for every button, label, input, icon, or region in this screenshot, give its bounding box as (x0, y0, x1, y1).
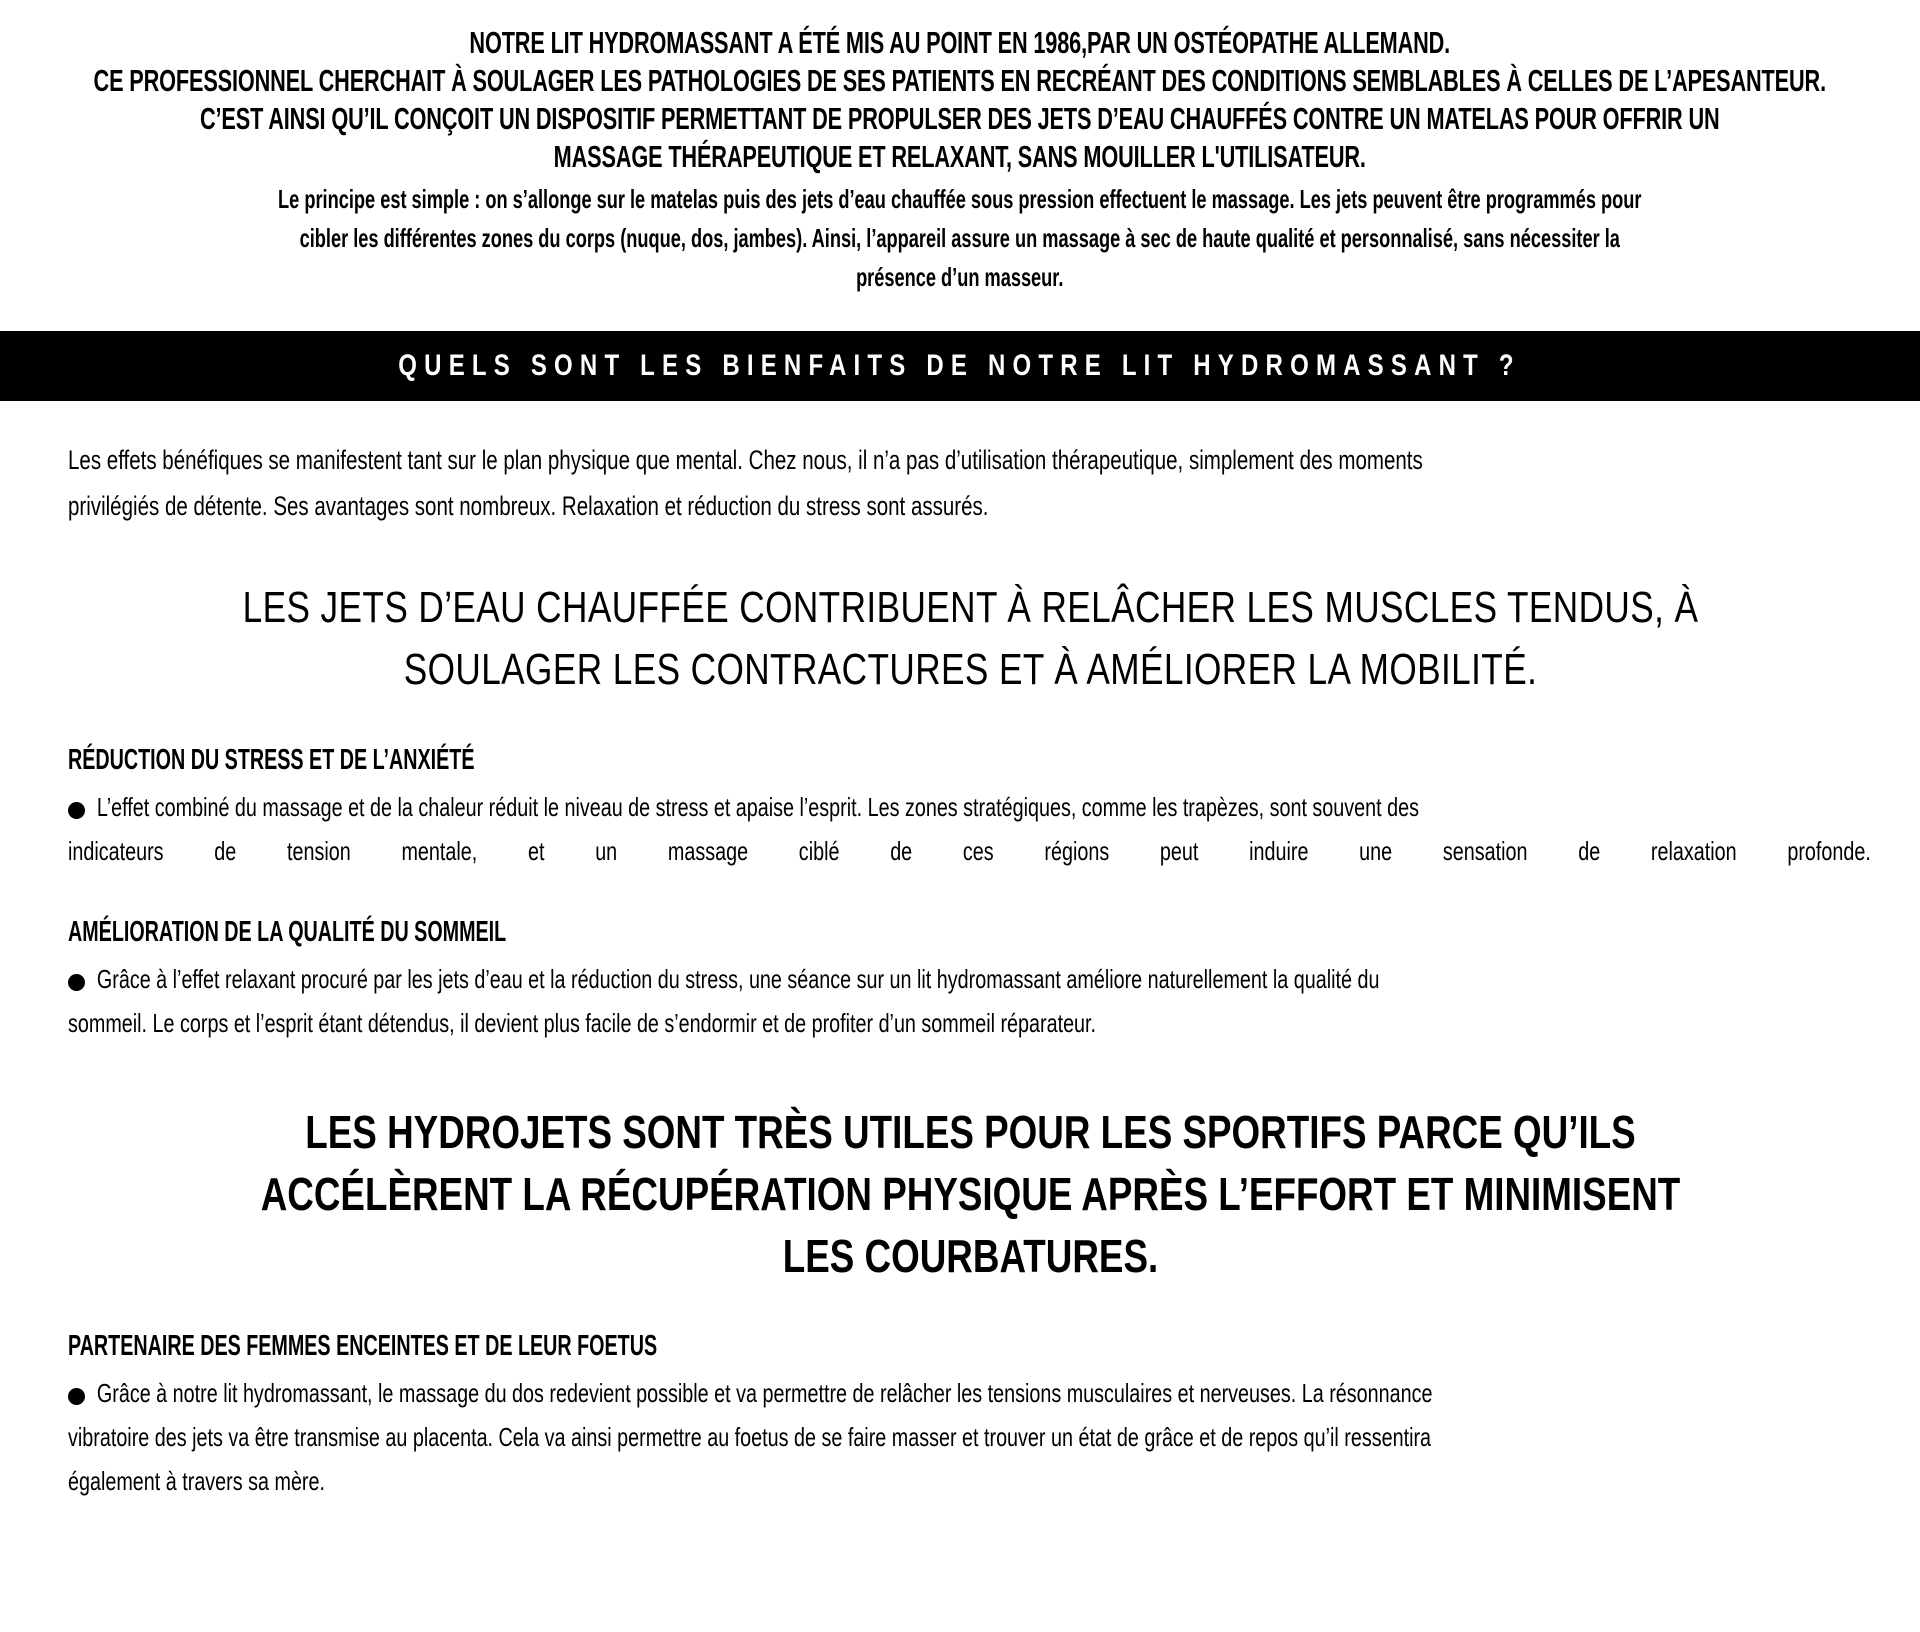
intro-paragraph (40, 180, 1879, 297)
intro-paragraph-line-3: présence d’un masseur. (856, 262, 1064, 292)
justified-word: indicateurs (68, 836, 164, 866)
benefits-intro-paragraph (68, 437, 1871, 529)
section-amelioration-sommeil-line-1: Grâce à l’effet relaxant procuré par les jets d’eau et la réduction du stress, une séance sur un lit hydromassant améliore naturellement la qualité du (96, 964, 1380, 994)
section-femmes-enceintes-line-1: Grâce à notre lit hydromassant, le massage du dos redevient possible et va permettre de relâcher les tensions musculaires et nerveuses. La résonnance (96, 1378, 1433, 1408)
highlight-one (68, 577, 1872, 701)
section-femmes-enceintes-line-2: vibratoire des jets va être transmise au placenta. Cela va ainsi permettre au foetus de se faire masser et trouver un état de grâce et de repos qu’il ressentira (68, 1422, 1432, 1452)
section-femmes-enceintes-body (68, 1371, 1872, 1503)
justified-word: tension (286, 836, 351, 866)
intro-heading-line-4: MASSAGE THÉRAPEUTIQUE ET RELAXANT, SANS MOUILLER L'UTILISATEUR. (553, 139, 1367, 174)
justified-word: mentale, (401, 836, 478, 866)
justified-word: induire (1249, 836, 1309, 866)
section-femmes-enceintes-heading: PARTENAIRE DES FEMMES ENCEINTES ET DE LEUR FOETUS (68, 1330, 658, 1362)
justified-word: relaxation (1650, 836, 1737, 866)
section-reduction-stress-line-2 (68, 829, 1871, 873)
intro-section (0, 0, 1920, 297)
justified-word: une (1359, 836, 1393, 866)
bottom-spacer (68, 1503, 1872, 1537)
section-amelioration-sommeil-line-2: sommeil. Le corps et l’esprit étant détendus, il devient plus facile de s’endormir et de profiter d’un sommeil réparateur. (68, 1008, 1097, 1038)
justified-word: profonde. (1787, 836, 1871, 866)
section-banner (0, 331, 1920, 401)
highlight-two-line-3: LES COURBATURES. (782, 1230, 1158, 1282)
highlight-one-line-1: LES JETS D’EAU CHAUFFÉE CONTRIBUENT À RELÂCHER LES MUSCLES TENDUS, À (242, 583, 1698, 632)
section-femmes-enceintes-text (68, 1371, 1871, 1503)
section-reduction-stress-body (68, 785, 1872, 873)
justified-word: sensation (1442, 836, 1528, 866)
section-amelioration-sommeil-text (68, 957, 1871, 1045)
highlight-two (68, 1101, 1872, 1287)
benefits-intro-line-2: privilégiés de détente. Ses avantages sont nombreux. Relaxation et réduction du stress sont assurés. (68, 491, 989, 521)
justified-word: peut (1159, 836, 1199, 866)
justified-word: de (1578, 836, 1601, 866)
section-reduction-stress-heading: RÉDUCTION DU STRESS ET DE L’ANXIÉTÉ (68, 744, 475, 776)
section-reduction-stress-bullet (68, 785, 1872, 873)
highlight-one-line-2: SOULAGER LES CONTRACTURES ET À AMÉLIORER LA MOBILITÉ. (403, 645, 1537, 694)
highlight-two-line-2: ACCÉLÈRENT LA RÉCUPÉRATION PHYSIQUE APRÈS L’EFFORT ET MINIMISENT (260, 1168, 1680, 1220)
justified-word: de (214, 836, 237, 866)
justified-word: un (595, 836, 618, 866)
intro-heading-line-2: CE PROFESSIONNEL CHERCHAIT À SOULAGER LES PATHOLOGIES DE SES PATIENTS EN RECRÉANT DES CONDITIONS SEMBLABLES À CELLES DE L’APESANTEUR. (93, 63, 1827, 98)
intro-heading-line-1: NOTRE LIT HYDROMASSANT A ÉTÉ MIS AU POINT EN 1986,PAR UN OSTÉOPATHE ALLEMAND. (469, 25, 1451, 60)
justified-word: régions (1044, 836, 1110, 866)
justified-word: ces (962, 836, 994, 866)
benefits-intro-line-1: Les effets bénéfiques se manifestent tant sur le plan physique que mental. Chez nous, il n’a pas d’utilisation thérapeutique, simplement des moments (68, 445, 1423, 475)
justified-word: massage (667, 836, 749, 866)
justified-word: et (527, 836, 545, 866)
section-reduction-stress-line-1: L’effet combiné du massage et de la chaleur réduit le niveau de stress et apaise l’esprit. Les zones stratégiques, comme les trapèzes, sont souvent des (96, 792, 1419, 822)
justified-word: de (890, 836, 913, 866)
section-amelioration-sommeil-body (68, 957, 1872, 1045)
intro-paragraph-line-2: cibler les différentes zones du corps (nuque, dos, jambes). Ainsi, l’appareil assure un massage à sec de haute qualité et personnalisé, sans nécessiter la (299, 223, 1621, 253)
intro-heading (40, 24, 1879, 176)
intro-heading-line-3: C’EST AINSI QU’IL CONÇOIT UN DISPOSITIF PERMETTANT DE PROPULSER DES JETS D’EAU CHAUFFÉS CONTRE UN MATELAS POUR OFFRIR UN (200, 101, 1720, 136)
justified-word: ciblé (798, 836, 840, 866)
highlight-two-line-1: LES HYDROJETS SONT TRÈS UTILES POUR LES SPORTIFS PARCE QU’ILS (304, 1106, 1636, 1158)
main-content (0, 437, 1920, 1537)
section-banner-label: QUELS SONT LES BIENFAITS DE NOTRE LIT HYDROMASSANT ? (398, 349, 1522, 382)
section-reduction-stress-text (68, 785, 1871, 873)
section-amelioration-sommeil-bullet (68, 957, 1872, 1045)
section-amelioration-sommeil (68, 915, 1872, 1045)
intro-paragraph-line-1: Le principe est simple : on s’allonge sur le matelas puis des jets d’eau chauffée sous pression effectuent le massage. Les jets peuvent être programmés pour (278, 184, 1642, 214)
section-femmes-enceintes-bullet (68, 1371, 1872, 1503)
section-amelioration-sommeil-heading: AMÉLIORATION DE LA QUALITÉ DU SOMMEIL (68, 916, 507, 948)
section-femmes-enceintes-line-3: également à travers sa mère. (68, 1466, 325, 1496)
section-femmes-enceintes (68, 1329, 1872, 1503)
section-reduction-stress (68, 743, 1872, 873)
